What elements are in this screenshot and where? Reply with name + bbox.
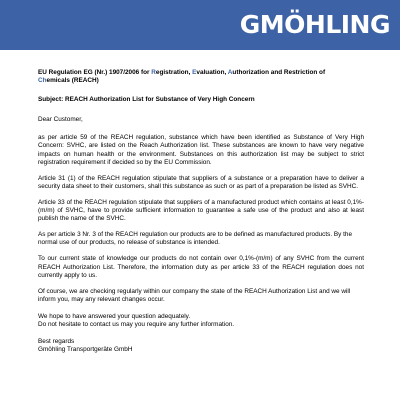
paragraph-checking: Of course, we are checking regularly within our company the state of the REACH Authorization List and we will inform you, may any relevant changes occur.	[38, 287, 351, 303]
closing-text	[38, 313, 364, 329]
subject-line: Subject: REACH Authorization List for Substance of Very High Concern	[38, 96, 255, 104]
signoff-company: Gmöhling Transportgeräte GmbH	[38, 346, 133, 354]
regulation-letter-r: R	[151, 69, 156, 76]
regulation-prefix: EU Regulation EG (Nr.) 1907/2006 for	[38, 69, 152, 76]
regulation-word-authorization: uthorization and Restriction of	[232, 69, 326, 76]
regulation-title	[38, 69, 364, 85]
regulation-letters-ch: Ch	[38, 77, 47, 85]
regulation-word-evaluation: valuation,	[196, 69, 228, 76]
regulation-word-registration: egistration,	[155, 69, 193, 76]
closing-line-1: We hope to have answered your question adequately.	[38, 312, 191, 320]
paragraph-article-31: Article 31 (1) of the REACH regulation stipulate that suppliers of a substance or a preparation have to deliver a security data sheet to their customers, shall this substance as such or as part of a preparation be listed as SVHC.	[38, 174, 364, 190]
paragraph-article-59: as per article 59 of the REACH regulation, substance which have been identified as Substance of Very High Concern: SVHC, are listed on the Reach Authorization list. These substances are known to have very negative impacts on human health or the environment. Substances on this authorization list may be subject to strict registration requirement if decided so by the EU Commission.	[38, 134, 364, 166]
signoff	[38, 338, 364, 354]
company-logo: GMÖHLING	[239, 10, 390, 39]
letter-body	[38, 69, 364, 354]
paragraph-article-3: As per article 3 Nr. 3 of the REACH regulation our products are to be defined as manufactured products. By the normal use of our products, no release of substance is intended.	[38, 231, 353, 247]
greeting: Dear Customer,	[38, 116, 83, 124]
signoff-regards: Best regards	[38, 338, 75, 346]
regulation-letter-e: E	[192, 69, 197, 76]
closing-line-2: Do not hesitate to contact us may you require any further information.	[38, 320, 235, 328]
regulation-letter-a: A	[227, 69, 233, 76]
paragraph-article-33: Article 33 of the REACH regulation stipulate that suppliers of a manufactured product which contains at least 0,1%-(m/m) of SVHC, have to provide sufficient information to guarantee a safe use of the product and also at least publish the name of the SVHC.	[38, 198, 364, 223]
regulation-word-chemicals: emicals (REACH)	[46, 77, 99, 85]
header-band	[0, 0, 400, 50]
paragraph-current-state: To our current state of knowledge our products do not contain over 0,1%-(m/m) of any SVHC from the current REACH Authorization List. Therefore, the information duty as per article 33 of the REACH regulation does not currently apply to us.	[38, 255, 364, 279]
